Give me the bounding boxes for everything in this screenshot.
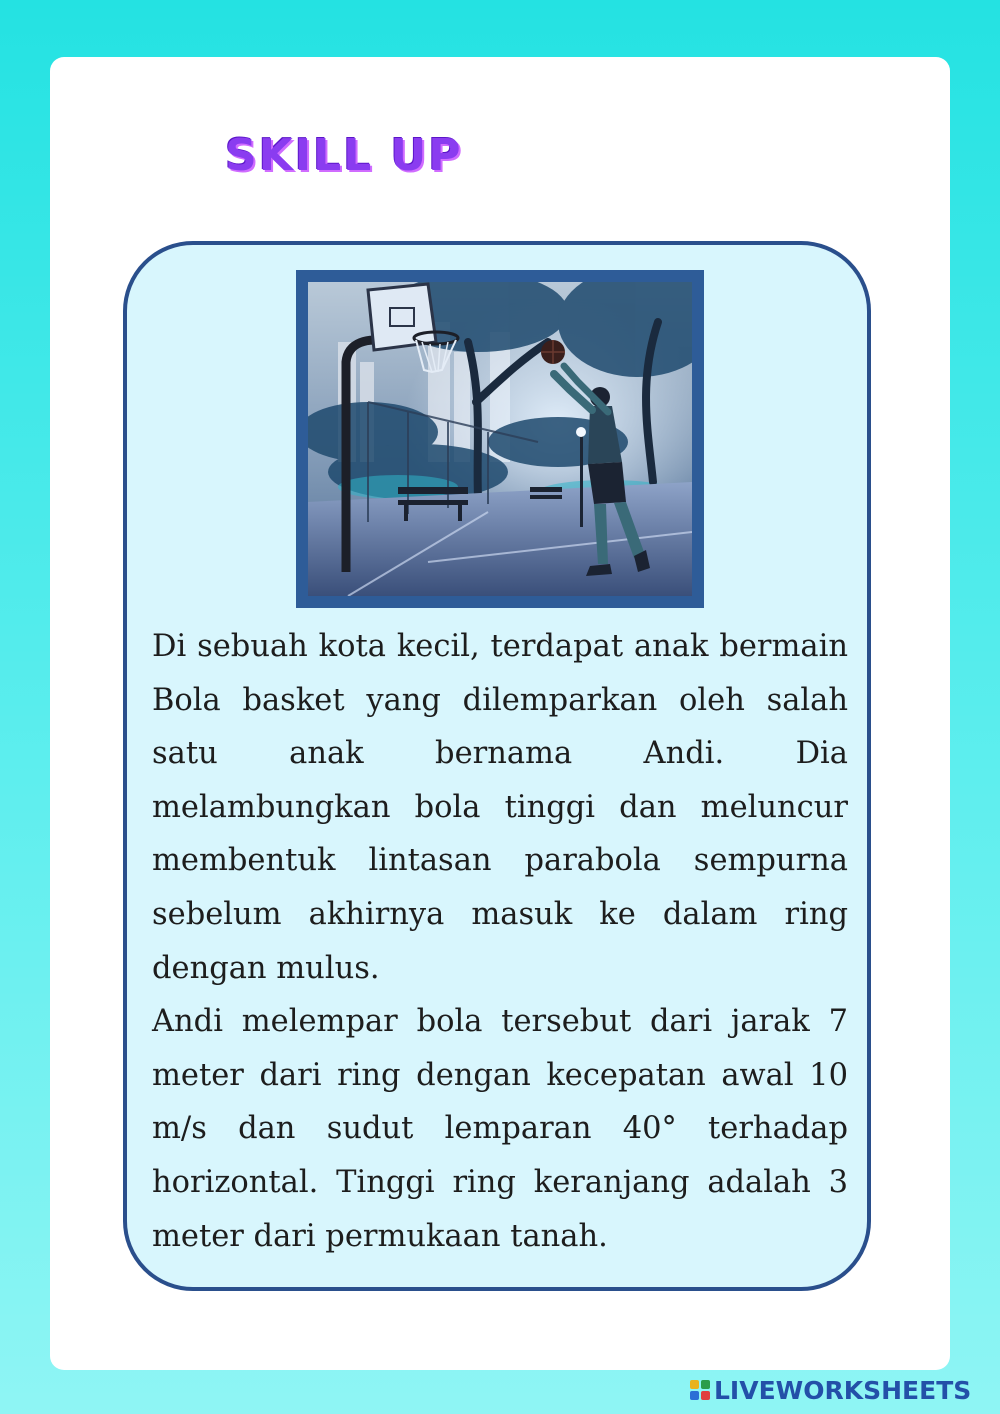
story-paragraph-2: Andi melempar bola tersebut dari jarak 7 meter dari ring dengan kecepatan awal 10 m/s dan sudut lemparan 40° terhadap horizontal. Tinggi ring keranjang adalah 3 meter dari permukaan tanah. [152,1004,848,1254]
brand-name: LIVEWORKSHEETS [714,1375,972,1405]
basketball-illustration [308,282,692,596]
logo-grid-icon [690,1380,710,1400]
story-text [152,620,848,1263]
illustration-frame [296,270,704,608]
page-title: SKILL UP [225,130,463,181]
liveworksheets-logo[interactable] [690,1374,971,1406]
story-paragraph-1: Di sebuah kota kecil, terdapat anak bermain Bola basket yang dilemparkan oleh salah satu anak bernama Andi. Dia melambungkan bola tinggi dan meluncur membentuk lintasan parabola sempurna sebelum akhirnya masuk ke dalam ring dengan mulus. [152,629,848,986]
